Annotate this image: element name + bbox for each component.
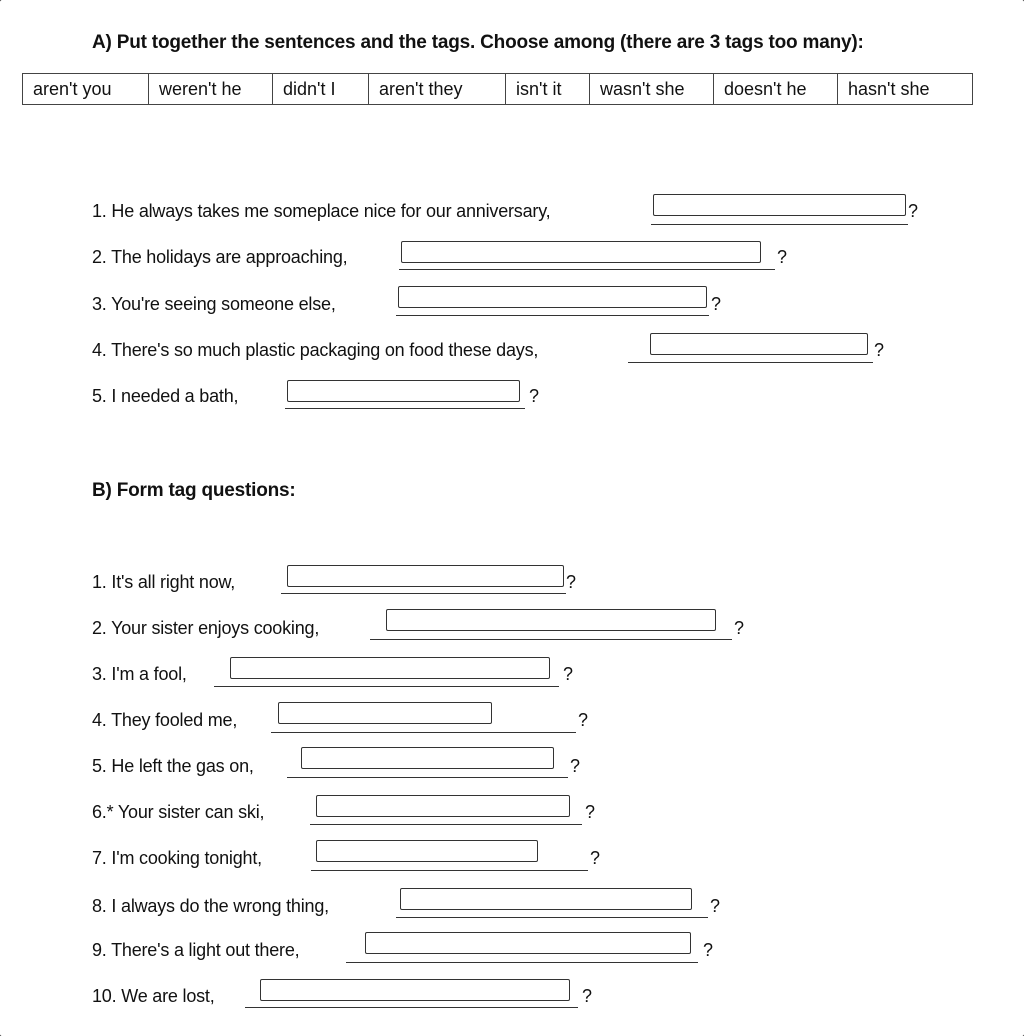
question-mark: ?	[908, 201, 919, 221]
question-text: 4. There's so much plastic packaging on food these days,	[92, 340, 539, 360]
tag-option: weren't he	[149, 74, 273, 105]
answer-underline	[281, 593, 566, 594]
question-text: 5. I needed a bath,	[92, 386, 239, 406]
answer-box-b6[interactable]	[316, 795, 570, 817]
answer-box-a4[interactable]	[650, 333, 868, 355]
answer-underline	[628, 362, 873, 363]
question-mark: ?	[734, 618, 745, 638]
tag-option: aren't you	[23, 74, 149, 105]
section-b-title: B) Form tag questions:	[92, 480, 296, 501]
question-text: 7. I'm cooking tonight,	[92, 848, 262, 868]
question-text: 9. There's a light out there,	[92, 940, 300, 960]
tag-option: didn't I	[273, 74, 369, 105]
answer-underline	[271, 732, 576, 733]
answer-box-a1[interactable]	[653, 194, 906, 216]
answer-box-b2[interactable]	[386, 609, 716, 631]
answer-box-b7[interactable]	[316, 840, 538, 862]
question-text: 10. We are lost,	[92, 986, 215, 1006]
question-mark: ?	[578, 710, 589, 730]
question-text: 2. The holidays are approaching,	[92, 247, 348, 267]
answer-underline	[370, 639, 732, 640]
answer-box-a2[interactable]	[401, 241, 761, 263]
question-mark: ?	[582, 986, 593, 1006]
question-text: 3. I'm a fool,	[92, 664, 187, 684]
question-text: 4. They fooled me,	[92, 710, 238, 730]
answer-box-b4[interactable]	[278, 702, 492, 724]
answer-box-b1[interactable]	[287, 565, 564, 587]
answer-box-b10[interactable]	[260, 979, 570, 1001]
tag-bank-table	[22, 73, 973, 105]
answer-box-a3[interactable]	[398, 286, 707, 308]
question-mark: ?	[529, 386, 540, 406]
answer-box-a5[interactable]	[287, 380, 520, 402]
answer-underline	[214, 686, 559, 687]
question-mark: ?	[566, 572, 577, 592]
question-text: 1. It's all right now,	[92, 572, 236, 592]
question-mark: ?	[570, 756, 581, 776]
question-mark: ?	[777, 247, 788, 267]
question-text: 8. I always do the wrong thing,	[92, 896, 329, 916]
question-mark: ?	[711, 294, 722, 314]
tag-option: aren't they	[369, 74, 506, 105]
question-mark: ?	[874, 340, 885, 360]
tag-option: hasn't she	[838, 74, 973, 105]
question-mark: ?	[703, 940, 714, 960]
answer-underline	[311, 870, 588, 871]
question-text: 1. He always takes me someplace nice for our anniversary,	[92, 201, 551, 221]
question-text: 5. He left the gas on,	[92, 756, 254, 776]
question-text: 3. You're seeing someone else,	[92, 294, 336, 314]
tag-option: isn't it	[506, 74, 590, 105]
answer-box-b8[interactable]	[400, 888, 692, 910]
question-mark: ?	[590, 848, 601, 868]
answer-underline	[399, 269, 775, 270]
question-text: 6.* Your sister can ski,	[92, 802, 265, 822]
question-text: 2. Your sister enjoys cooking,	[92, 618, 320, 638]
tag-option: doesn't he	[714, 74, 838, 105]
answer-underline	[651, 224, 908, 225]
answer-underline	[396, 315, 709, 316]
question-mark: ?	[585, 802, 596, 822]
tag-option: wasn't she	[590, 74, 714, 105]
answer-underline	[346, 962, 698, 963]
question-mark: ?	[710, 896, 721, 916]
answer-underline	[287, 777, 568, 778]
answer-box-b5[interactable]	[301, 747, 554, 769]
answer-box-b3[interactable]	[230, 657, 550, 679]
question-mark: ?	[563, 664, 574, 684]
answer-box-b9[interactable]	[365, 932, 691, 954]
answer-underline	[285, 408, 525, 409]
section-a-title: A) Put together the sentences and the tags. Choose among (there are 3 tags too many):	[92, 32, 864, 53]
answer-underline	[396, 917, 708, 918]
answer-underline	[245, 1007, 578, 1008]
answer-underline	[310, 824, 582, 825]
